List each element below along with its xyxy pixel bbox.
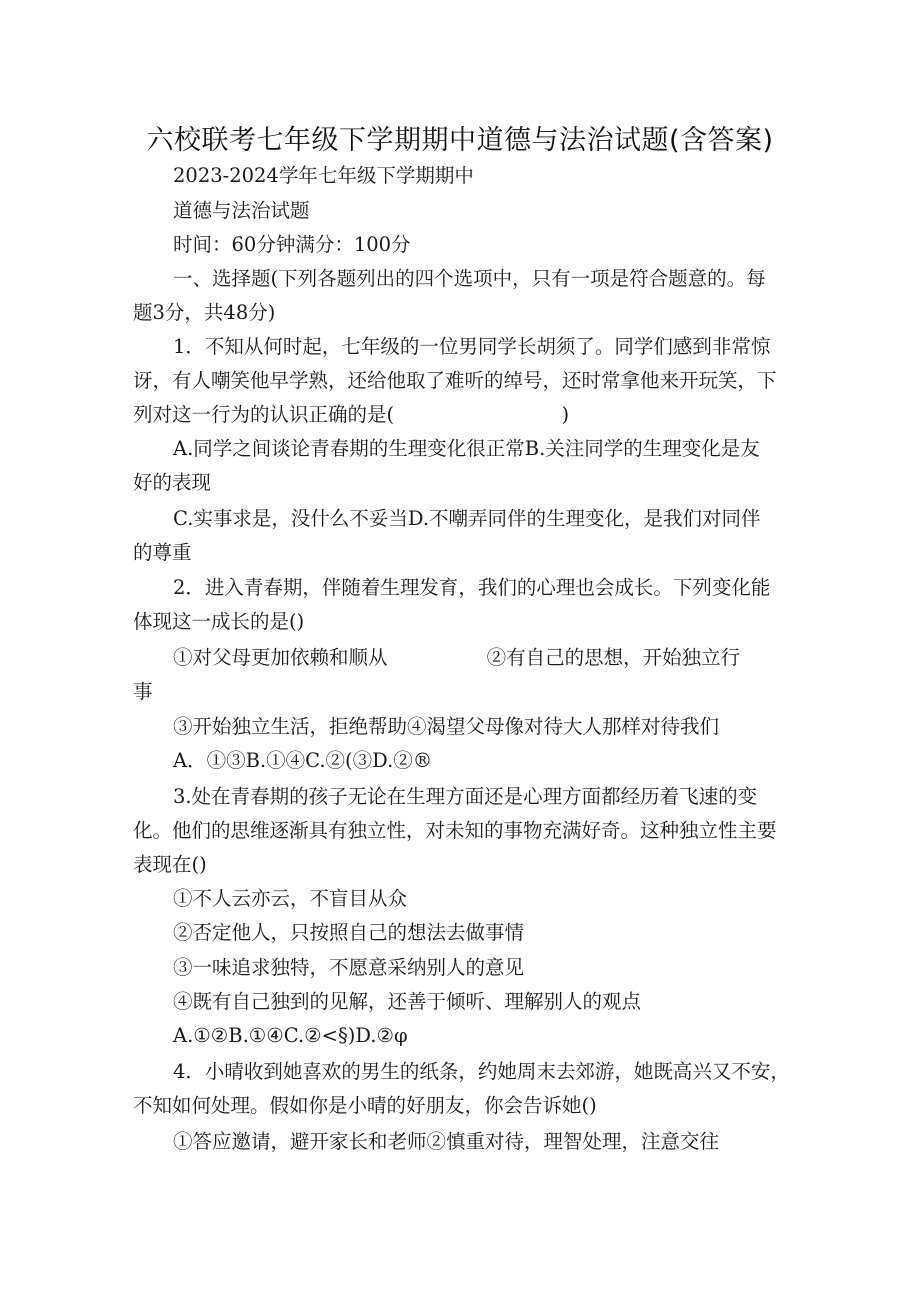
question-2-items-34: ③开始独立生活，拒绝帮助④渴望父母像对待大人那样对待我们 — [173, 715, 720, 738]
document-title: 六校联考七年级下学期期中道德与法治试题(含答案) — [146, 125, 774, 156]
question-3-text-cont: 化。他们的思维逐渐具有独立性，对未知的事物充满好奇。这种独立性主要 — [133, 819, 777, 842]
question-1-text-end: 列对这一行为的认识正确的是( ) — [133, 403, 570, 426]
question-4-items-12: ①答应邀请，避开家长和老师②慎重对待，理智处理，注意交往 — [173, 1130, 720, 1153]
question-1-text: 1．不知从何时起，七年级的一位男同学长胡须了。同学们感到非常惊 — [173, 335, 771, 358]
question-2-text: 2．进入青春期，伴随着生理发育，我们的心理也会成长。下列变化能 — [173, 576, 771, 599]
question-3-options: A.①②B.①④C.②<§)D.②φ — [173, 1024, 408, 1047]
section-heading-cont: 题3分，共48分) — [133, 301, 276, 324]
exam-subject-line: 道德与法治试题 — [173, 199, 310, 222]
question-3-text-end: 表现在() — [133, 853, 207, 876]
exam-time-line: 时间：60分钟满分：100分 — [173, 233, 411, 256]
question-1-options-cd-cont: 的尊重 — [133, 541, 192, 564]
question-2-items-12: ①对父母更加依赖和顺从 ②有自己的思想，开始独立行 — [173, 646, 741, 669]
section-heading: 一、选择题(下列各题列出的四个选项中，只有一项是符合题意的。每 — [173, 267, 766, 290]
question-1-options-ab: A.同学之间谈论青春期的生理变化很正常B.关注同学的生理变化是友 — [173, 437, 760, 460]
question-3-item-2: ②否定他人，只按照自己的想法去做事情 — [173, 921, 525, 944]
question-3-item-3: ③一味追求独特，不愿意采纳别人的意见 — [173, 956, 525, 979]
question-2-items-12-cont: 事 — [133, 680, 153, 703]
question-2-options: A．①③B.①④C.②(③D.②® — [173, 749, 433, 772]
question-3-item-1: ①不人云亦云，不盲目从众 — [173, 887, 408, 910]
question-4-text: 4．小晴收到她喜欢的男生的纸条，约她周末去郊游，她既高兴又不安， — [173, 1060, 790, 1083]
question-1-options-cd: C.实事求是，没什么不妥当D.不嘲弄同伴的生理变化，是我们对同伴 — [173, 507, 761, 530]
question-4-text-cont: 不知如何处理。假如你是小晴的好朋友，你会告诉她() — [133, 1094, 597, 1117]
question-2-text-cont: 体现这一成长的是() — [133, 610, 305, 633]
question-1-options-ab-cont: 好的表现 — [133, 471, 212, 494]
exam-year-line: 2023-2024学年七年级下学期期中 — [173, 164, 474, 187]
question-3-text: 3.处在青春期的孩子无论在生理方面还是心理方面都经历着飞速的变 — [173, 785, 758, 808]
question-1-text-cont: 讶，有人嘲笑他早学熟，还给他取了难听的绰号，还时常拿他来开玩笑，下 — [133, 369, 777, 392]
question-3-item-4: ④既有自己独到的见解，还善于倾听、理解别人的观点 — [173, 990, 642, 1013]
